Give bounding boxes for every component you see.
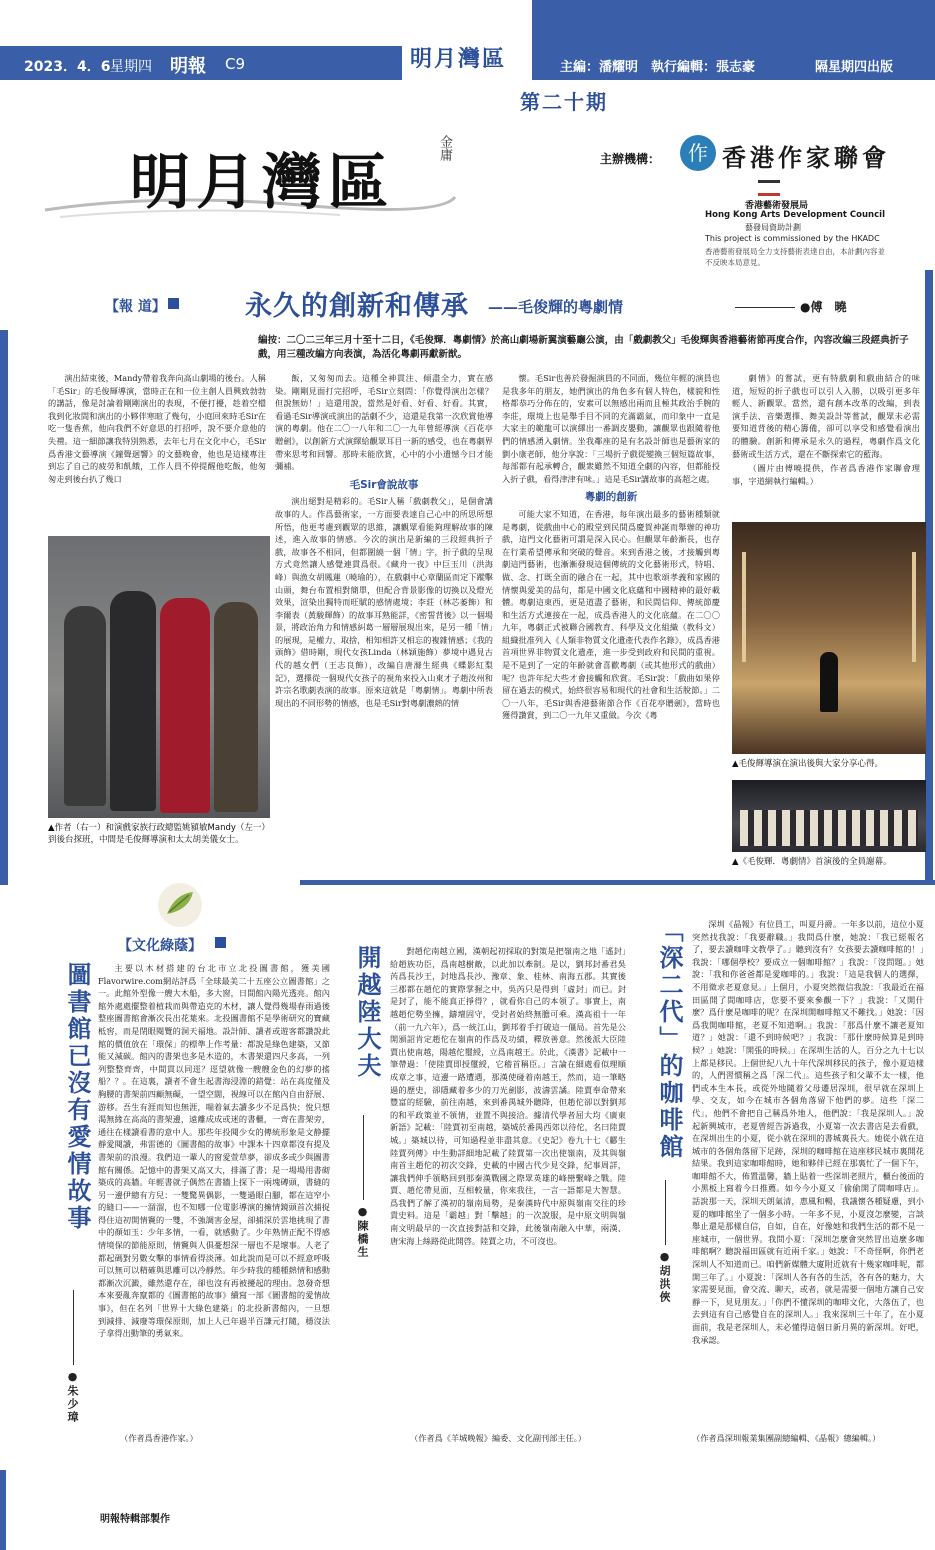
masthead-title: 明月灣區 [130, 148, 394, 218]
article2-credit: （作者爲香港作家。） [120, 1433, 198, 1443]
article4-body [692, 918, 924, 1428]
frame-left-mid [0, 330, 8, 885]
article4-author: ●胡洪俠 [658, 1250, 671, 1304]
photo-backstage-group [48, 536, 270, 818]
article2-body [98, 962, 330, 1427]
article3-credit: （作者爲《羊城晚報》編委、文化副刊部主任。） [410, 1433, 587, 1443]
article1-tag-square [168, 298, 179, 309]
frame-right-top [925, 270, 933, 880]
header-frequency: 隔星期四出版 [815, 60, 894, 75]
article2-tag-square [215, 937, 226, 948]
article1-headline: 永久的創新和傳承 [245, 291, 469, 322]
article1-lead: 編按：二〇二三年三月十至十二日，《毛俊輝．粵劇情》於高山劇場新翼演藝廳公演，由「戲劇教父」毛俊輝與香港藝術節再度合作，內容改編三段經典折子戲，用三種改編方向表演，為活化粵劇再獻新猷。 [258, 335, 909, 360]
article3-body [390, 945, 626, 1430]
article1-subhead-2: 粵劇的創新 [584, 491, 638, 504]
organizer-hkadc-en: Hong Kong Arts Development Council [705, 210, 885, 220]
issue-number: 第二十期 [520, 90, 608, 114]
article3-title: 開越陸大夫 [353, 945, 382, 1080]
photo2-caption: ▲毛俊輝導演在演出後與大家分享心得。 [732, 759, 884, 769]
article1-subheadline: ——毛俊輝的粵劇情 [488, 298, 624, 316]
header-date: 2023．4．6 [24, 59, 111, 75]
leaf-decoration-icon [155, 880, 205, 930]
article1-byline: ●傅 曉 [800, 300, 847, 314]
organizer-label: 主辦機構： [600, 152, 661, 166]
photo-person-4 [214, 602, 258, 812]
hkadc-logo-icon [758, 180, 780, 196]
article2-title-rule [73, 1290, 74, 1365]
article1-col1 [48, 372, 266, 532]
article4-title: 「深二代」的咖啡館 [655, 918, 684, 1161]
photo3-caption: ▲《毛俊輝．粵劇情》首演後的全員謝幕。 [732, 857, 892, 867]
photo1-caption: ▲作者（右一）和演戲家族行政總監姚潁敏Mandy（左一）到後台探班，中間是毛俊輝導演和太太胡美儀女士。 [48, 823, 270, 845]
organizer-hkadc-cn: 香港藝術發展局 [745, 201, 809, 211]
article1-col2b-text: 演出絕對是精彩的。毛Sir人稱「戲劇教父」，是個會講故事的人。作爲藝術家，一方面要表達自己心中的所思所想所悟，他更考慮到觀眾的思維，讓觀眾看能夠理解故事的陳述，進入故事的情感。今次的演出是新編的三段經典折子戲，故事各不相同，但都圍繞一個「情」字，折子戲的呈現方式竟然讓人感覺連貫爲很。《藏舟一夜》中巨玉川（洪海峰）與漁女胡鳳蓮（曉瑜的），在戲劇中心章蘭區而定下蹤擊山頭，舞台布置相對簡單，但配合背景影像的切換以及燈光效果，渲染出獨特而旺賦的感情處境；李莊（林芯萎飾）和李爾表（黃駿輝飾）的故事耳熟能詳，《密誓背後》以一個場景，將政治角力和情感糾葛一層層展現出來，是另一種「情」的展現，是權力、取捨，相知相許又相忘的複雜情感；《我的頭飾》借時剛，現代女孩Linda（林穎施飾）夢境中遇見古代的越女們（王志良飾），改編自唐滌生經典《蝶影紅梨記》，選擇從一個現代女孩子的視角來投入山東才子趙汝州和許宗名歌劇表演的故事。原來這就是「粵劇情」。粵劇中所表現出的不同形勢的情感，也是毛Sir對粵劇濃熱的情 [275, 496, 493, 708]
article1-col3b-text: 可能大家不知道，在香港，每年演出最多的藝術種類就是粵劇，從戲曲中心的殿堂到民間爲慶賀神誕而舉辦的神功戲，這門文化藝術可謂是深入民心。但觀眾年齡漸長，也存在行業希望傳承和突破的聲音。來到香港之後，才接觸到粵劇這門藝術，也漸漸發現這個傳統的文化藝術形式，特唱、做、念、打既全面的融合在一起，其中也歌頌孝義和家國的情懷與愛美的品句，都是中國文化底蘊和中國精神的最好載體。粵劇這東西，更是道盡了藝術，和民間信仰、傳統節慶和生活方式連接在一起，成爲香港人的文化底蘊。在二〇〇九年，粵劇正式被聯合國教育、科學及文化組織（教科文）組織批准列入《人類非物質文化遺產代表作名錄》，成爲香港首項世界非物質文化遺產，進一步受到政府和民間的重視。是不是到了一定的年齡就會喜歡粵劇（或其他形式的戲曲）呢？也許年紀大些才會接觸和欣賞。毛Sir說：「戲曲如果停留在過去的模式，始終很容易和現代的社會和生活脫節。」二〇一八年，毛Sir與香港藝術節合作《百花亭贈劍》，當時也獲得讚賞，到二〇一九年又重做。今次《粵 [502, 508, 720, 721]
photo-stage-pillars [742, 552, 916, 662]
article3-author: ●陳橋生 [356, 1205, 369, 1259]
photo-person-3 [160, 598, 210, 813]
masthead [40, 115, 460, 225]
header-section: 明月灣區 [410, 46, 507, 72]
footer-producer: 明報特輯部製作 [100, 1514, 170, 1525]
article2-tag: 【文化綠蔭】 [118, 938, 202, 954]
article2-title: 圖書館已沒有愛情故事 [63, 962, 92, 1232]
article2-author: ●朱少璋 [66, 1370, 79, 1424]
article4-title-rule [665, 1180, 666, 1245]
article1-col2 [275, 372, 493, 882]
hkwa-logo: 作 [680, 135, 716, 171]
masthead-signature: 金庸 [437, 135, 452, 161]
organizer-commission: This project is commissioned by the HKADC [705, 234, 880, 243]
article1-col4 [732, 372, 920, 517]
frame-bottom-left [0, 1470, 6, 1550]
header-paper: 明報 [170, 56, 206, 77]
photo-director-speaking [732, 522, 926, 754]
article4-credit: （作者爲深圳報業集團副總編輯、《晶報》總編輯。） [692, 1433, 881, 1443]
article1-credit: （圖片由傅曉提供，作者爲香港作家聯會理事，字道網執行編輯。） [732, 463, 920, 486]
article1-col3-text: 懷。毛Sir也善於發掘演員的不同面，幾位年輕的演員也是我多年的朋友，她們演出的角色多有個人特色，樣貌和性格都恭巧分佈在的，安素可以無感出兩而且極其政治手腕的李莊，環境上也是舉手目不同的充滿霸氣，而印象中一直是大家主的範龍可以演繹出一番調皮嬰動，讓觀眾也跟隨着他們的情感湧入劇情。坐我鄰座的是有名設計師也是藝術家的劉小康老師，他分享說：「三場折子戲從變換三個短篇故事，每部都有起承轉合，觀衆雖然不知道全劇的內容，但都能投入折子戲，看得津津有味。」這是毛Sir講故事的高超之處。 [502, 373, 720, 484]
article2-body-text: 主要以木材搭建的台北市立北投圖書館，獲美國Flavorwire.com網站評爲「全球最美二十五座公立圖書館」之一。此館外型像一艘大木船，多大窗，日間館內陽光透亮。館內館外處處擺整着植栽而與帶造克的木材，讓人覺得幾場春雨過後整座圖書館會漸次長出花葉來。北投圖書館不是學術研究的寶藏柢窖，而是閉眼閱覽的洞天福地。設計師、讀者或遊客都讚說此館的價值放在「環保」的標準上作考量：都說是綠色建築，又節能又減碳。館內的書架也多是木造的，木書架還四尺多高，一列列整整齊齊，中間貫以同逕？逕望就像一艘艘金色的幻夢的搖船？？。在這裏，讀者不會生起書海浸淵的錯覺：站在高度僅及胸腰的書架前四顧無礙，一望空闊，視線可以在館內自由舒展、游移。吾生有涯而知也無涯，喘着氣去讀多少不足爲快；悅只想渴無緣在高高的書架邊，遠離成成或迷的書櫃，一齊在書架旁，通往在樣讀看書的意中人。那些年投閱少女的傳統形象是文静擺靜愛閱讀，弗雷德的《圖書館的故事》中課本十四章都沒有提及書架前的浪漫。我們這一輩人的窗愛萱草夢，卻成多或少與圖書館有關係。記憶中的書架又高又大，排滿了書；是一場場用書砌築成的高牆。年輕書就子偶然在書牆上探下一兩塊磚頭，書縫的另一邊伊總有方兒：一雙驚異偶影，一雙過眼白腳，都在這窄小的縫口——一溜溜，也不知哪一位電影導演的擁情鏡頭首次捕捉得住這初開情竇的一雙，不強調害金屋，卻捕深於雲地挑現了書中的顏如玉：少年多情，一看，就感動了。少年熟情正配不得感情境保的節能原則，情竇與人俱憂想深一層也不是壞事。人老了都起碼對另數女擊的事情看得淡薄。如此說而是可以不經意呼吸可以無可以精確與思離可以冷靜然。年少時我的種種熱情和感動都漸次沉澱，雖然還存在，卻也沒有再被擾起的理由。忽發奇想本來要亂奔竄都的《圖書館的故事》續寫一部《圖書館的愛情故事》，但在名列「世界十大綠色建築」的北投新書館內，一旦想到減排、減廢等環保原則，加上人已年過半百謙元打隨，穩沒法子拿得出動筆的勇氣來。 [98, 963, 330, 1339]
article1-col3 [502, 372, 720, 877]
article1-tag: 【報 道】 [105, 299, 166, 315]
photo-person-2 [110, 591, 156, 811]
header-editors: 主編：潘耀明 執行編輯：張志豪 [560, 60, 756, 75]
organizer-hkwa: 香港作家聯會 [722, 143, 890, 172]
header-weekday: 星期四 [110, 59, 152, 75]
article4-body-text: 深圳《晶報》有位員工，叫夏丹爵。一年多以前，這位小夏突然找我說：「我要辭職。」我問爲什麼，她說：「我已經報名了，要去讀咖啡文教學了。」聽到沒有？女孩要去讀咖啡館的！」我說：「哪個學校？要成立一個咖啡館？」我說：「沒問題。」她說：「我和你爸爸都是愛咖啡的。」我說：「這是我個人的選擇，不用徵求老夏意見。」上個月，小夏突然微信我說：「我最近在福田區開了間咖啡店，您要不要來參觀一下？」我說：「又開什麼？爲什麼是咖啡的呢？在深圳開咖啡館又不難找。」她說：「因爲我開咖啡館，老夏不知道啊。」我說：「那爲什麼不讓老夏知道？」她說：「還不到時候吧？」我說：「那什麼時候算是到時候？」她說：「開張的時候。」在深圳生活的人，百分之九十七以上都是移民。上個世紀八九十年代深圳移民的孩子，像小夏這樣的，人們習慣稱之爲「深二代」。這些孩子和父輩不太一樣，他們或本生本長，或從外地隨着父母遷居深圳，很早就在深圳上學、交友，如今在城市各個角落留下他們的夢。這些「深二代」，他們不會把自己稱爲外地人，他們說：「我是深圳人。」說起新興城市，老夏曾經告訴過我，小夏第一次去書店是去看戲，在深圳出生的小夏，從小就在深圳的書城裏長大。她從小就在這城市的各個角落留下足跡，深圳的咖啡館在這座移民城市裏開花結果。我到這家咖啡館時，她和夥伴已經在那裏忙了一個下午，咖啡館不大，佈置溫馨，牆上貼着一些深圳老照片，櫃台後面的小黑板上寫着今日推薦。如今今小夏又「偷偷開了間咖啡店」。話說那一天，深圳天朗氣清，惠風和暢，我議懷各種疑慮，到小夏的咖啡館坐了一個多小時。一年多不見，小夏沒怎麼變，言談舉止還是那樣自信，自如，自在，好像她和我們生活的都不是一座城市，一個世界。我問小夏：「深圳怎麼會突然冒出這麼多咖啡館啊？聽說福田區就有近兩千家。」她說：「不奇怪啊，你們老深圳人不知道而已。咱們新媒體大廈附近就有十幾家咖啡呢，都開三年了。」小夏說：「深圳人各有各的生活，各有各的魅力，大家需要見面，會交流、聊天，或者，就是需要一個地方讓自己安靜一下，見見朋友。」「你們不懂深圳的咖啡文化，大落伍了，也去到這有自己感覺自在的深圳人。」我來深圳三十年了，在小夏面前，我是老深圳人，未必懂得這個日新月異的新深圳。好吧，我承認。 [692, 919, 924, 1345]
leaf-icon [155, 880, 205, 930]
organizer-funding: 藝發局資助計劃 [745, 223, 801, 232]
article1-col4-text: 劇情》的嘗試，更有特戲劇和戲曲結合的味道，短短的折子戲也可以引人入勝，以吸引更多年輕人、新觀眾。當然，還有創本改革的改編，到表演手法、音樂選擇、舞美設計等嘗試，觀眾未必需要知道背後的精心籌備，卻可以享受和感覺看演出的體驗。創新和傳承是永久的過程，粵劇作爲文化藝術或生活方式，還在不斷探索它的藍海。 [732, 373, 920, 459]
photo-person-1 [64, 606, 106, 806]
organizer-disclaimer: 香港藝術發展局全力支持藝術表達自由，本計劃內容並不反映本局意見。 [705, 247, 885, 267]
article1-subhead-1: 毛Sir會說故事 [349, 478, 419, 491]
header-page: C9 [225, 55, 246, 73]
article3-title-rule [363, 1115, 364, 1200]
photo-cast-row [740, 810, 918, 846]
photo-curtain-call [732, 780, 926, 852]
article1-byline-rule [735, 307, 795, 308]
article1-col2-text: 飯，又匆匆而去。這種全神貫注、傾盡全力，實在感染。剛剛見面打完招呼，毛Sir立刻問：「你覺得演出怎樣？但說無妨！」這還用說，當然是好看、好看、好看。其實，看過毛Sir導演或演出的話劇不少，這還是我第一次欣賞他導演的粵劇。他在二〇一八年和二〇一九年曾經導演《百花亭贈劍》，以創新方式演繹給觀眾耳目一新的感受，也在粵劇界帶來思考和回響。那時未能欣賞，心中的小小遺憾今日才能彌補。 [275, 373, 493, 472]
photo-speaker [820, 652, 838, 712]
article3-body-text: 對趙佗南越立國，漢朝起初採取的對策是把嶺南之地「遙封」給趙族功臣，爲南越樹敵，以此加以牽制。是以，劉邦封番君吳芮爲長沙王，封地爲長沙、豫章、象、桂林、南海五郡。其實後三郡都在趙佗的實際掌握之中，吳芮只是得到「虛封」而已。封是封了，能不能真正掙得？，就看你自己的本領了。事實上，南越趙佗勢坐擁，鑄壇固守，受封者始終無膽可乘。漢高祖十一年（前一九六年），爲一統江山，劉邦着手打破這一僵局。首先是公開頒詔肯定趙佗在嶺南的作爲及功績，釋放善意。然後派大臣陸賈出使南越，陽越佗璽綬，立爲南越王。於此，《漢書》記載中一筆帶過：「使陸賈即授璽綬，它稽首稱臣。」言論在細處看似理順成章之事，這邊一路遭遇，那漢使碰着南越王，然而，這一筆略過的歷史，卻隱藏着多少的刀光劍影，波濤雲譎。陸賈奉命帶來豐富的經驗，前往南越，來到番禺城外聽降，但趙佗卻以對劉邦的和平政策並不領情，並置不與接洽。據清代學者屈大均《廣東新語》記載：「陸賈初至南越，築城於番禺西郊以待佗，名曰陸賈城。」築城以待，可知過程並非盡其意。《史記》卷九十七《酈生陸賈列傳》中生動詳細地記載了陸賈第一次出使嶺南，及其與嶺南首主趙佗的初次交鋒，史載的中國古代少見交鋒，紀事周詳，讓我們伸手領略回到那秦漢戰國之際眾英雄的峰巒繫峰之戰。陸賈、趙佗帶見面，互相較量，你來我往，一言一語都是大智慧。爲我們了解了漢初的嶺南局勢，是秦漢時代中原與嶺南交往的珍貴史料。這是「霸越」對「擊越」的一次說服，是中原文明與嶺南文明最早的一次直接對話和交鋒，此後嶺南融入中華，兩漢、唐宋海上絲路從此開啓。陸賈之功，不可沒也。 [390, 946, 626, 1246]
article1-col1-text: 演出結束後，Mandy帶着我奔向高山劇場的後台。人稱「毛Sir」的毛俊輝導演，當時正在和一位主創人員興致勃勃的講話，像是討論着剛剛演出的表現，不便打擾，趁着空檔我到化妝間和演出的小夥伴寒暄了幾句，小庭回來時毛Sir在吃一隻香蕉，他向我們不好意思的打招呼，說不要介意他的失禮。這一細節讓我特別熟悉，去年七月在文化中心，毛Sir爲香港文藝導演《鐘聲迴響》的文藝晚會，他也是這樣專注到忘了自己的疲勞和飢餓，工作人員不停提醒他吃飯，他匆匆走到後台扒了幾口 [48, 373, 266, 484]
